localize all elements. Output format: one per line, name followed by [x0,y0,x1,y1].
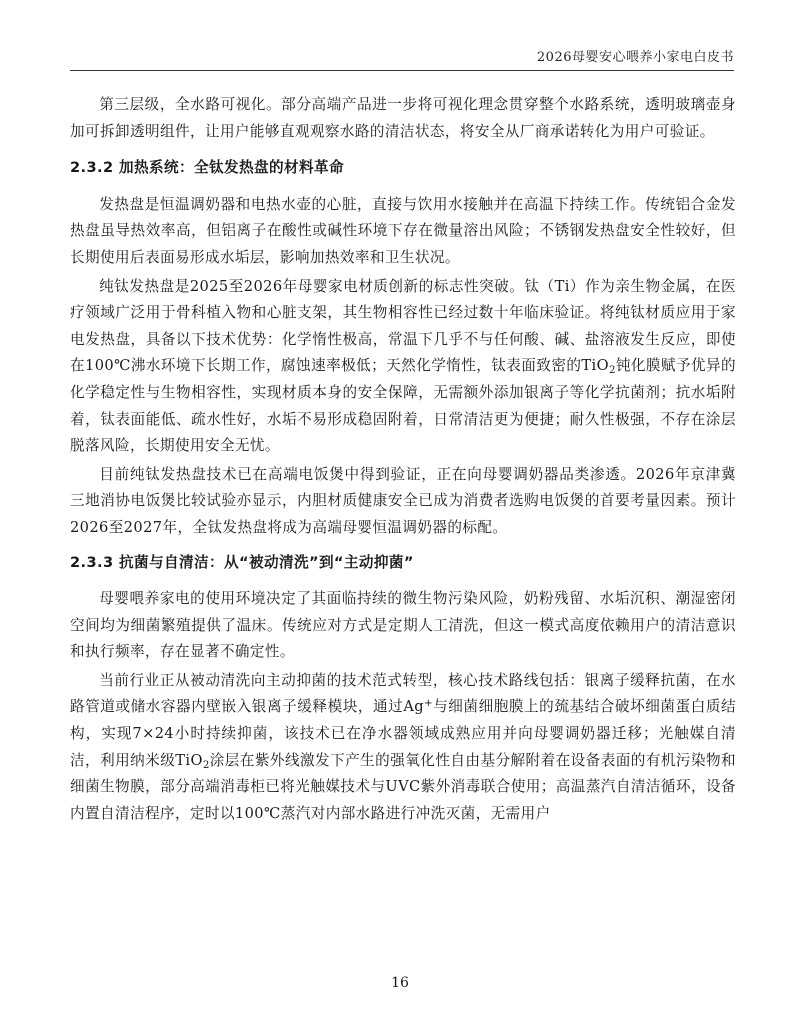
header-rule [70,70,734,71]
subscript: 2 [608,365,616,377]
text-span: 当前行业正从被动清洗向主动抑菌的技术范式转型，核心技术路线包括：银离子缓释抗菌，在水路管道或储水容器内壁嵌入银离子缓释模块，通过Ag [70,671,736,716]
text-span: 涂层在紫外线激发下产生的强氧化性自由基分解附着在设备表面的有机污染物和细菌生物膜，部分高端消毒柜已将光触媒技术与UVC紫外消毒联合使用；高温蒸汽自清洁循环，设备内置自清洁程序，定时以100℃蒸汽对内部水路进行冲洗灭菌，无需用户 [70,751,736,822]
superscript: + [424,698,433,710]
text-span: 钝化膜赋予优异的化学稳定性与生物相容性，实现材质本身的安全保障，无需额外添加银离子等化学抗菌剂；抗水垢附着，钛表面能低、疏水性好，水垢不易形成稳固附着，日常清洁更为便捷；耐久性极强，不存在涂层脱落风险，长期使用安全无忧。 [70,357,737,455]
paragraph-titanium [70,274,736,460]
section-heading-2-3-3: 2.3.3 抗菌与自清洁：从“被动清洗”到“主动抑菌” [70,553,414,571]
page-content [70,92,736,827]
paragraph-microbial-risk: 母婴喂养家电的使用环境决定了其面临持续的微生物污染风险，奶粉残留、水垢沉积、潮湿密闭空间均为细菌繁殖提供了温床。传统应对方式是定期人工清洗，但这一模式高度依赖用户的清洁意识和执行频率，存在显著不确定性。 [70,590,736,661]
text-span: 与细菌细胞膜上的巯基结合破坏细菌蛋白质结构，实现7×24小时持续抑菌，该技术已在净水器领域成熟应用并向母婴调奶器迁移；光触媒自清洁，利用纳米级TiO [70,698,736,769]
text-span: 纯钛发热盘是2025至2026年母婴家电材质创新的标志性突破。钛（Ti）作为亲生物金属，在医疗领域广泛用于骨科植入物和心脏支架，其生物相容性已经过数十年临床验证。将纯钛材质应用于家电发热盘，具备以下技术优势：化学惰性极高，常温下几乎不与任何酸、碱、盐溶液发生反应，即使在100℃沸水环境下长期工作，腐蚀速率极低；天然化学惰性，钛表面致密的TiO [70,277,736,375]
paragraph-heating-plate: 发热盘是恒温调奶器和电热水壶的心脏，直接与饮用水接触并在高温下持续工作。传统铝合金发热盘虽导热效率高，但铝离子在酸性或碱性环境下存在微量溶出风险；不锈钢发热盘安全性较好，但长期使用后表面易形成水垢层，影响加热效率和卫生状况。 [70,195,736,266]
paragraph-current-status: 目前纯钛发热盘技术已在高端电饭煲中得到验证，正在向母婴调奶器品类渗透。2026年京津冀三地消协电饭煲比较试验亦显示，内胆材质健康安全已成为消费者选购电饭煲的首要考量因素。预计2026至2027年，全钛发热盘将成为高端母婴恒温调奶器的标配。 [70,465,736,536]
page-number: 16 [391,975,409,991]
paragraph-antibacterial-tech [70,668,736,828]
paragraph-visualization: 第三层级，全水路可视化。部分高端产品进一步将可视化理念贯穿整个水路系统，透明玻璃壶身加可拆卸透明组件，让用户能够直观观察水路的清洁状态，将安全从厂商承诺转化为用户可验证。 [70,96,736,140]
section-heading-2-3-2: 2.3.2 加热系统：全钛发热盘的材料革命 [70,159,344,177]
subscript: 2 [202,759,210,771]
running-header: 2026母婴安心喂养小家电白皮书 [536,50,734,65]
